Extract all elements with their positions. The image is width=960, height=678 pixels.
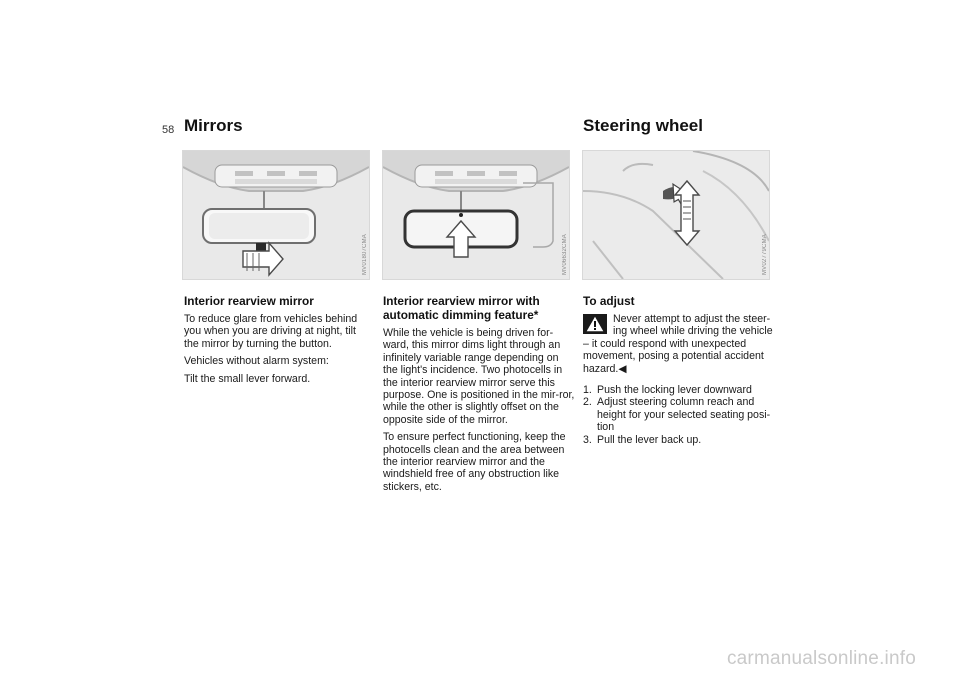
section-title-mirrors: Mirrors bbox=[184, 116, 243, 135]
heading-to-adjust: To adjust bbox=[583, 294, 635, 308]
list-item bbox=[583, 434, 773, 446]
heading-interior-rearview-mirror: Interior rearview mirror bbox=[184, 294, 314, 308]
watermark-link[interactable]: carmanualsonline.info bbox=[726, 648, 916, 669]
step-number: 3. bbox=[583, 433, 592, 446]
steering-lever-adjust-arrow-icon bbox=[583, 151, 769, 279]
rearview-mirror-photocell-arrow-icon bbox=[383, 151, 569, 279]
paragraph: To ensure perfect functioning, keep the photocells clean and the area between the interior rearview mirror and the windshield free of any obstruction like stickers, etc. bbox=[383, 431, 566, 493]
page-number: 58 bbox=[162, 124, 175, 136]
figure-steering-lever bbox=[582, 150, 770, 280]
section-title-steering-wheel: Steering wheel bbox=[583, 116, 703, 135]
column-interior-mirror bbox=[184, 294, 370, 390]
step-number: 2. bbox=[583, 396, 592, 409]
steps-list bbox=[583, 384, 773, 446]
list-item bbox=[583, 384, 773, 396]
step-text: Push the locking lever downward bbox=[597, 384, 752, 397]
figure-rearview-mirror bbox=[182, 150, 370, 280]
column-auto-dimming bbox=[383, 294, 575, 498]
warning-text: Never attempt to adjust the steer-ing wheel while driving the vehicle – it could respond with unexpected movement, posing a potential accident hazard.◀ bbox=[583, 313, 773, 375]
column-steering-adjust bbox=[583, 294, 773, 446]
rearview-mirror-tilt-arrow-icon bbox=[183, 151, 369, 279]
paragraph: Tilt the small lever forward. bbox=[184, 372, 311, 385]
paragraph: While the vehicle is being driven for-ward, this mirror dims light through an infinitely variable range depending on the light's incidence. Two photocells in the interior rearview mirror serve this purpose. One is positioned in the mir-ror, while the other is slightly offset on the opposite side of the mirror. bbox=[383, 327, 575, 426]
paragraph: Vehicles without alarm system: bbox=[184, 355, 329, 368]
warning-triangle-icon bbox=[583, 314, 607, 334]
warning-note bbox=[583, 313, 773, 375]
figure-code: MV02779CMA bbox=[762, 233, 768, 275]
step-text: Adjust steering column reach and height for your selected seating posi-tion bbox=[597, 396, 771, 434]
list-item bbox=[583, 396, 773, 433]
step-text: Pull the lever back up. bbox=[597, 433, 702, 446]
figure-code: MV01807CMA bbox=[362, 233, 368, 275]
step-number: 1. bbox=[583, 384, 592, 397]
heading-auto-dimming-mirror: Interior rearview mirror with automatic dimming feature* bbox=[383, 294, 540, 322]
figure-auto-dimming-mirror bbox=[382, 150, 570, 280]
paragraph: To reduce glare from vehicles behind you when you are driving at night, tilt the mirror by turning the button. bbox=[184, 313, 358, 350]
figure-code: MV06632CMA bbox=[562, 233, 568, 275]
